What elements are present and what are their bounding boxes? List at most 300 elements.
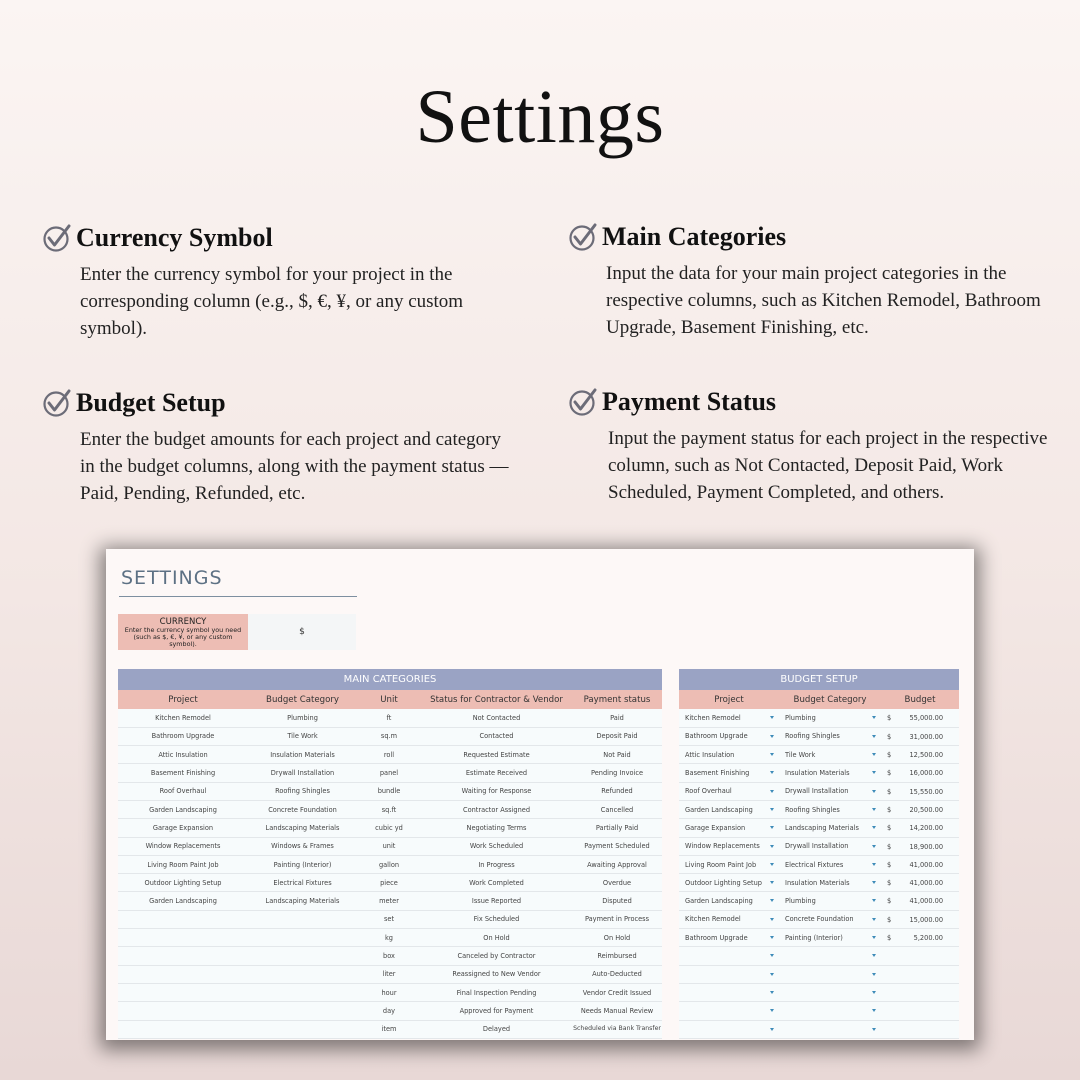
dropdown-value: Attic Insulation [685,750,735,759]
checkmark-circle-icon [42,223,72,253]
budget-amount: 15,000.00 [909,915,944,924]
payment-status-cell[interactable]: Awaiting Approval [572,855,662,873]
feature-title: Main Categories [602,222,787,251]
contractor-status-cell[interactable]: Work Scheduled [421,837,572,855]
feature-main-categories [568,220,1068,341]
budget-category-cell[interactable]: Roofing Shingles [248,782,357,800]
table-row [118,947,662,965]
budget-amount: 55,000.00 [909,714,944,722]
unit-cell[interactable]: item [357,1020,421,1038]
table-row [679,837,959,855]
table-row [679,965,959,983]
budget-category-cell[interactable]: Plumbing [248,709,357,727]
budget-category-dropdown[interactable] [779,727,881,745]
contractor-status-cell[interactable]: Not Contacted [421,709,572,727]
dropdown-value: Roofing Shingles [785,805,840,814]
budget-category-dropdown[interactable] [779,782,881,800]
column-header: Status for Contractor & Vendor [421,690,572,709]
dropdown-value: Garden Landscaping [685,805,753,814]
dropdown-arrow-icon[interactable] [770,973,774,976]
table-row [118,764,662,782]
dropdown-value: Painting (Interior) [785,933,843,942]
project-dropdown[interactable] [679,892,779,910]
budget-category-cell[interactable]: Windows & Frames [248,837,357,855]
table-row [679,764,959,782]
budget-category-dropdown[interactable] [779,947,881,965]
table-row [118,983,662,1001]
dropdown-arrow-icon[interactable] [872,845,876,848]
column-header: Project [118,690,248,709]
contractor-status-cell[interactable]: Delayed [421,1020,572,1038]
currency-symbol: $ [887,787,892,796]
payment-status-cell[interactable]: On Hold [572,929,662,947]
currency-symbol: $ [887,842,892,851]
feature-description: Enter the budget amounts for each project and category in the budget columns, along with the payment status — Paid, Pending, Refunded, etc. [80,429,509,504]
payment-status-cell[interactable]: Deposit Paid [572,727,662,745]
budget-category-dropdown[interactable] [779,1020,881,1038]
table-row [118,1020,662,1038]
budget-amount: 31,000.00 [909,732,944,741]
feature-title: Payment Status [602,387,777,416]
payment-status-cell[interactable]: Payment Scheduled [572,837,662,855]
budget-category-dropdown[interactable] [779,819,881,837]
table-row [679,1002,959,1020]
feature-payment-status [568,385,1068,506]
project-cell[interactable]: Garden Landscaping [118,800,248,818]
budget-category-dropdown[interactable] [779,910,881,928]
checkmark-circle-icon [568,222,598,252]
payment-status-cell[interactable]: Disputed [572,892,662,910]
table-row [118,746,662,764]
dropdown-arrow-icon[interactable] [872,954,876,957]
budget-amount: 20,500.00 [909,805,944,814]
currency-symbol: $ [887,732,892,741]
dropdown-arrow-icon[interactable] [872,753,876,756]
sheet-title: SETTINGS [121,567,223,589]
currency-symbol: $ [887,860,892,869]
dropdown-arrow-icon[interactable] [872,771,876,774]
dropdown-value: Garage Expansion [685,823,746,832]
project-cell[interactable] [118,1020,248,1038]
contractor-status-cell[interactable]: Contractor Assigned [421,800,572,818]
dropdown-arrow-icon[interactable] [872,826,876,829]
contractor-status-cell[interactable]: In Progress [421,855,572,873]
dropdown-arrow-icon[interactable] [872,1028,876,1031]
budget-category-dropdown[interactable] [779,983,881,1001]
budget-amount-cell[interactable] [881,892,959,910]
payment-status-cell[interactable]: Scheduled via Bank Transfer [572,1020,662,1038]
project-dropdown[interactable] [679,746,779,764]
contractor-status-cell[interactable]: Waiting for Response [421,782,572,800]
dropdown-arrow-icon[interactable] [770,1028,774,1031]
currency-symbol: $ [887,897,892,906]
budget-amount-cell[interactable] [881,727,959,745]
table-row [118,929,662,947]
unit-cell[interactable]: day [357,1002,421,1020]
dropdown-value: Window Replacements [685,842,760,851]
dropdown-arrow-icon[interactable] [872,881,876,884]
currency-symbol: $ [887,769,892,778]
table-row [118,892,662,910]
payment-status-cell[interactable]: Auto-Deducted [572,965,662,983]
currency-label-cell [118,614,248,650]
budget-amount: 41,000.00 [909,879,944,888]
budget-amount-cell[interactable] [881,874,959,892]
table-row [118,819,662,837]
project-cell[interactable]: Bathroom Upgrade [118,727,248,745]
payment-status-cell[interactable]: Payment in Process [572,910,662,928]
project-dropdown[interactable] [679,800,779,818]
unit-cell[interactable]: unit [357,837,421,855]
payment-status-cell[interactable]: Refunded [572,782,662,800]
budget-category-cell[interactable]: Landscaping Materials [248,892,357,910]
dropdown-arrow-icon[interactable] [770,753,774,756]
page-title: Settings [415,75,665,159]
column-header: Unit [357,690,421,709]
payment-status-cell[interactable]: Cancelled [572,800,662,818]
dropdown-arrow-icon[interactable] [872,973,876,976]
feature-currency-symbol [42,221,512,342]
unit-cell[interactable]: piece [357,874,421,892]
dropdown-arrow-icon[interactable] [872,735,876,738]
budget-category-dropdown[interactable] [779,929,881,947]
budget-amount: 41,000.00 [909,897,944,906]
unit-cell[interactable]: box [357,947,421,965]
dropdown-arrow-icon[interactable] [770,790,774,793]
project-cell[interactable]: Outdoor Lighting Setup [118,874,248,892]
dropdown-value: Bathroom Upgrade [685,732,748,741]
payment-status-cell[interactable]: Pending Invoice [572,764,662,782]
contractor-status-cell[interactable]: Work Completed [421,874,572,892]
payment-status-cell[interactable]: Needs Manual Review [572,1002,662,1020]
dropdown-arrow-icon[interactable] [770,918,774,921]
dropdown-value: Tile Work [785,750,816,759]
budget-amount-cell[interactable] [881,855,959,873]
budget-category-dropdown[interactable] [779,1002,881,1020]
project-dropdown[interactable] [679,910,779,928]
table-row [118,727,662,745]
contractor-status-cell[interactable]: Canceled by Contractor [421,947,572,965]
unit-cell[interactable]: kg [357,929,421,947]
dropdown-value: Kitchen Remodel [685,915,741,924]
dropdown-value: Kitchen Remodel [685,713,741,722]
contractor-status-cell[interactable]: Contacted [421,727,572,745]
project-cell[interactable] [118,929,248,947]
unit-cell[interactable]: hour [357,983,421,1001]
dropdown-arrow-icon[interactable] [770,863,774,866]
budget-category-cell[interactable] [248,983,357,1001]
unit-cell[interactable]: bundle [357,782,421,800]
dropdown-arrow-icon[interactable] [770,936,774,939]
contractor-status-cell[interactable]: Estimate Received [421,764,572,782]
contractor-status-cell[interactable]: Issue Reported [421,892,572,910]
dropdown-arrow-icon[interactable] [770,845,774,848]
dropdown-arrow-icon[interactable] [770,954,774,957]
checkmark-circle-icon [568,387,598,417]
project-dropdown[interactable] [679,764,779,782]
table-row [679,1020,959,1038]
contractor-status-cell[interactable]: Requested Estimate [421,746,572,764]
currency-symbol: $ [887,934,892,943]
unit-cell[interactable]: sq.m [357,727,421,745]
project-cell[interactable]: Garden Landscaping [118,892,248,910]
dropdown-arrow-icon[interactable] [872,918,876,921]
column-header: Budget Category [779,690,881,709]
project-dropdown[interactable] [679,855,779,873]
dropdown-arrow-icon[interactable] [872,808,876,811]
table-row [679,727,959,745]
table-row [679,947,959,965]
payment-status-cell[interactable]: Paid [572,709,662,727]
budget-category-dropdown[interactable] [779,746,881,764]
budget-amount-cell[interactable] [881,1020,959,1038]
table-row [118,782,662,800]
table-row [118,965,662,983]
project-dropdown[interactable] [679,1002,779,1020]
payment-status-cell[interactable]: Partially Paid [572,819,662,837]
currency-hint: Enter the currency symbol you need (such as $, €, ¥, or any custom symbol). [124,626,242,648]
dropdown-value: Roofing Shingles [785,732,840,741]
unit-cell[interactable]: cubic yd [357,819,421,837]
table-row [679,855,959,873]
unit-cell[interactable]: gallon [357,855,421,873]
dropdown-value: Bathroom Upgrade [685,933,748,942]
dropdown-arrow-icon[interactable] [770,991,774,994]
budget-category-dropdown[interactable] [779,874,881,892]
dropdown-value: Drywall Installation [785,842,849,851]
project-cell[interactable]: Window Replacements [118,837,248,855]
budget-amount-cell[interactable] [881,709,959,727]
project-cell[interactable] [118,947,248,965]
budget-amount: 12,500.00 [909,751,944,760]
budget-category-cell[interactable] [248,1002,357,1020]
project-cell[interactable]: Attic Insulation [118,746,248,764]
dropdown-value: Plumbing [785,897,816,906]
column-header: Budget [881,690,959,709]
payment-status-cell[interactable]: Not Paid [572,746,662,764]
budget-category-cell[interactable] [248,929,357,947]
budget-amount: 15,550.00 [909,787,944,796]
table-row [118,910,662,928]
dropdown-arrow-icon[interactable] [770,826,774,829]
dropdown-value: Roof Overhaul [685,787,732,796]
budget-amount-cell[interactable] [881,965,959,983]
dropdown-value: Electrical Fixtures [785,860,844,869]
dropdown-arrow-icon[interactable] [770,1009,774,1012]
unit-cell[interactable]: liter [357,965,421,983]
contractor-status-cell[interactable]: Negotiating Terms [421,819,572,837]
budget-setup-table [679,669,959,1039]
dropdown-arrow-icon[interactable] [770,771,774,774]
dropdown-arrow-icon[interactable] [770,735,774,738]
feature-budget-setup [42,386,512,507]
project-dropdown[interactable] [679,709,779,727]
budget-category-cell[interactable] [248,910,357,928]
dropdown-value: Drywall Installation [785,787,849,796]
dropdown-arrow-icon[interactable] [770,899,774,902]
table-row [679,892,959,910]
project-cell[interactable]: Basement Finishing [118,764,248,782]
main-categories-band: MAIN CATEGORIES [118,669,662,690]
project-cell[interactable] [118,965,248,983]
budget-category-dropdown[interactable] [779,709,881,727]
budget-amount-cell[interactable] [881,764,959,782]
budget-amount-cell[interactable] [881,1002,959,1020]
budget-category-cell[interactable] [248,965,357,983]
column-header: Budget Category [248,690,357,709]
project-dropdown[interactable] [679,874,779,892]
budget-amount: 14,200.00 [909,824,944,833]
budget-amount-cell[interactable] [881,910,959,928]
dropdown-arrow-icon[interactable] [872,716,876,719]
budget-category-cell[interactable]: Landscaping Materials [248,819,357,837]
budget-category-dropdown[interactable] [779,800,881,818]
contractor-status-cell[interactable]: Final Inspection Pending [421,983,572,1001]
currency-symbol: $ [887,915,892,924]
dropdown-arrow-icon[interactable] [770,808,774,811]
currency-symbol: $ [887,879,892,888]
table-row [679,874,959,892]
project-dropdown[interactable] [679,983,779,1001]
dropdown-value: Outdoor Lighting Setup [685,878,762,887]
feature-description: Enter the currency symbol for your project in the corresponding column (e.g., $, €, ¥, or any custom symbol). [80,264,464,339]
feature-title: Currency Symbol [76,223,273,252]
table-row [118,800,662,818]
table-row [118,837,662,855]
project-dropdown[interactable] [679,819,779,837]
contractor-status-cell[interactable]: Fix Scheduled [421,910,572,928]
currency-symbol: $ [887,714,892,722]
payment-status-cell[interactable]: Overdue [572,874,662,892]
payment-status-cell[interactable]: Reimbursed [572,947,662,965]
table-row [679,910,959,928]
contractor-status-cell[interactable]: Reassigned to New Vendor [421,965,572,983]
unit-cell[interactable]: roll [357,746,421,764]
project-cell[interactable] [118,910,248,928]
currency-symbol: $ [887,805,892,814]
project-dropdown[interactable] [679,947,779,965]
dropdown-value: Insulation Materials [785,769,850,778]
project-dropdown[interactable] [679,1020,779,1038]
dropdown-value: Living Room Paint Job [685,860,757,869]
budget-amount: 18,900.00 [909,842,944,851]
budget-category-cell[interactable] [248,1020,357,1038]
budget-amount-cell[interactable] [881,800,959,818]
table-row [118,855,662,873]
project-cell[interactable]: Garage Expansion [118,819,248,837]
table-row [679,782,959,800]
feature-description: Input the data for your main project categories in the respective columns, such as Kitchen Remodel, Bathroom Upgrade, Basement Finishing, etc. [606,263,1041,338]
project-cell[interactable]: Roof Overhaul [118,782,248,800]
table-row [679,819,959,837]
column-header: Project [679,690,779,709]
budget-category-cell[interactable] [248,947,357,965]
budget-category-cell[interactable]: Electrical Fixtures [248,874,357,892]
dropdown-arrow-icon[interactable] [872,863,876,866]
dropdown-arrow-icon[interactable] [770,716,774,719]
contractor-status-cell[interactable]: Approved for Payment [421,1002,572,1020]
project-dropdown[interactable] [679,929,779,947]
dropdown-value: Garden Landscaping [685,897,753,906]
budget-amount: 5,200.00 [913,934,944,943]
dropdown-value: Basement Finishing [685,769,750,778]
budget-amount: 41,000.00 [909,860,944,869]
title-underline [119,596,357,597]
budget-category-cell[interactable]: Concrete Foundation [248,800,357,818]
project-dropdown[interactable] [679,782,779,800]
dropdown-arrow-icon[interactable] [872,899,876,902]
table-row [679,800,959,818]
table-row [118,709,662,727]
unit-cell[interactable]: meter [357,892,421,910]
project-cell[interactable] [118,983,248,1001]
budget-category-dropdown[interactable] [779,855,881,873]
contractor-status-cell[interactable]: On Hold [421,929,572,947]
main-categories-table [118,669,662,1039]
project-dropdown[interactable] [679,727,779,745]
budget-category-dropdown[interactable] [779,892,881,910]
project-cell[interactable] [118,1002,248,1020]
table-row [679,929,959,947]
project-cell[interactable]: Living Room Paint Job [118,855,248,873]
dropdown-value: Concrete Foundation [785,915,854,924]
currency-symbol: $ [887,824,892,833]
budget-category-cell[interactable]: Insulation Materials [248,746,357,764]
column-header: Payment status [572,690,662,709]
budget-category-cell[interactable]: Drywall Installation [248,764,357,782]
budget-amount-cell[interactable] [881,947,959,965]
budget-category-cell[interactable]: Painting (Interior) [248,855,357,873]
budget-amount-cell[interactable] [881,782,959,800]
currency-input-cell[interactable]: $ [248,614,356,650]
budget-amount-cell[interactable] [881,837,959,855]
dropdown-arrow-icon[interactable] [872,991,876,994]
feature-description: Input the payment status for each project in the respective column, such as Not Contacted, Deposit Paid, Work Scheduled, Payment Completed, and others. [608,428,1048,503]
budget-amount: 16,000.00 [909,769,944,778]
budget-amount-cell[interactable] [881,746,959,764]
project-cell[interactable]: Kitchen Remodel [118,709,248,727]
budget-amount-cell[interactable] [881,929,959,947]
unit-cell[interactable]: set [357,910,421,928]
dropdown-value: Landscaping Materials [785,823,859,832]
budget-category-dropdown[interactable] [779,764,881,782]
budget-category-cell[interactable]: Tile Work [248,727,357,745]
unit-cell[interactable]: sq.ft [357,800,421,818]
unit-cell[interactable]: ft [357,709,421,727]
dropdown-arrow-icon[interactable] [770,881,774,884]
project-dropdown[interactable] [679,965,779,983]
dropdown-arrow-icon[interactable] [872,790,876,793]
dropdown-value: Insulation Materials [785,878,850,887]
dropdown-arrow-icon[interactable] [872,936,876,939]
feature-title: Budget Setup [76,388,226,417]
table-row [118,874,662,892]
unit-cell[interactable]: panel [357,764,421,782]
budget-category-dropdown[interactable] [779,965,881,983]
budget-amount-cell[interactable] [881,983,959,1001]
checkmark-circle-icon [42,388,72,418]
dropdown-value: Plumbing [785,713,816,722]
dropdown-arrow-icon[interactable] [872,1009,876,1012]
table-row [679,709,959,727]
currency-label: CURRENCY [159,617,207,627]
table-row [679,746,959,764]
payment-status-cell[interactable]: Vendor Credit Issued [572,983,662,1001]
budget-amount-cell[interactable] [881,819,959,837]
currency-symbol: $ [887,751,892,760]
budget-category-dropdown[interactable] [779,837,881,855]
project-dropdown[interactable] [679,837,779,855]
